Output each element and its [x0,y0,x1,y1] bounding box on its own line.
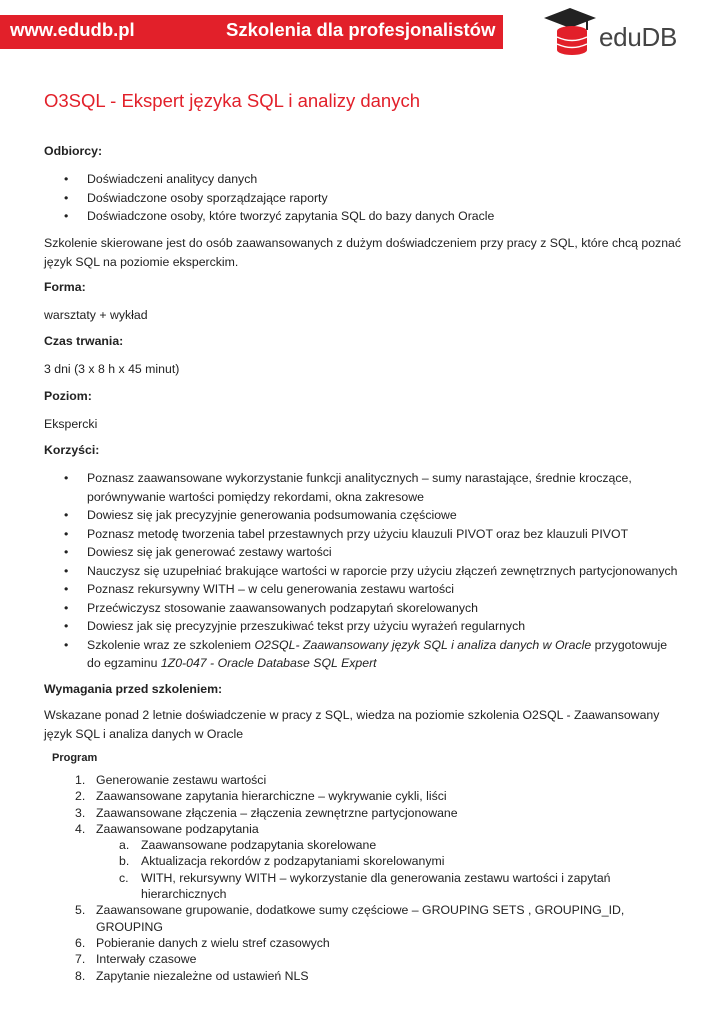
header-url: www.edudb.pl [10,19,135,40]
list-item: • Poznasz rekursywny WITH – w celu generowania zestawu wartości [64,582,454,596]
list-item: b. Aktualizacja rekordów z podzapytaniami skorelowanymi [119,854,445,869]
list-item: • Poznasz metodę tworzenia tabel przestawnych przy użyciu klauzuli PIVOT oraz bez klauzuli PIVOT [64,526,629,541]
program-list [44,772,684,984]
list-item: • Przećwiczysz stosowanie zaawansowanych podzapytań skorelowanych [64,600,478,615]
audience-list [44,170,684,226]
level-label: Poziom: [44,389,92,403]
list-item: • Doświadczone osoby sporządzające raporty [64,190,328,205]
list-item: • Dowiesz się jak precyzyjnie generowania podsumowania częściowe [64,508,457,522]
list-item: 8. Zapytanie niezależne od ustawień NLS [75,968,309,983]
header-tagline: Szkolenia dla profesjonalistów [226,19,496,40]
audience-label: Odbiorcy: [44,144,103,158]
list-item: a. Zaawansowane podzapytania skorelowane [119,838,377,853]
benefits-list [44,469,684,673]
list-item: • Doświadczeni analitycy danych [64,172,258,186]
list-item: • Szkolenie wraz ze szkoleniem O2SQL- Zaawansowany język SQL i analiza danych w Oracle przygotowuje do egzaminu 1Z0-047 - Oracle Database SQL Expert [64,637,668,670]
list-item: 5. Zaawansowane grupowanie, dodatkowe sumy częściowe – GROUPING SETS , GROUPING_ID, GROUPING [75,903,625,934]
program-label: Program [52,752,98,764]
list-item: • Poznasz zaawansowane wykorzystanie funkcji analitycznych – sumy narastające, średnie kroczące, porównywanie wartości pomiędzy rekordami, okna zakresowe [64,471,632,504]
list-item: • Dowiesz jak się precyzyjnie przeszukiwać tekst przy użyciu wyrażeń regularnych [64,619,526,633]
list-item: 7. Interwały czasowe [75,952,197,967]
database-icon [540,4,600,56]
audience-note: Szkolenie skierowane jest do osób zaawansowanych z dużym doświadczeniem przy pracy z SQL, które chcą poznać język SQL na poziomie eksperckim. [44,236,682,269]
list-item: c. WITH, rekursywny WITH – wykorzystanie dla generowania zestawu wartości i zapytań hierarchicznych [119,870,611,902]
edudb-logo [540,4,690,56]
level-value: Ekspercki [44,417,98,431]
form-label: Forma: [44,280,86,294]
logo-text: eduDB [599,22,677,52]
list-item: • Doświadczone osoby, które tworzyć zapytania SQL do bazy danych Oracle [64,209,495,223]
list-item: 2. Zaawansowane zapytania hierarchiczne – wykrywanie cykli, liści [75,789,447,804]
duration-value: 3 dni (3 x 8 h x 45 minut) [44,362,180,376]
list-item: 3. Zaawansowane złączenia – złączenia zewnętrzne partycjonowane [75,805,458,820]
requirements-label: Wymagania przed szkoleniem: [44,682,223,696]
list-item: 6. Pobieranie danych z wielu stref czasowych [75,935,330,950]
list-item: • Dowiesz się jak generować zestawy wartości [64,545,332,559]
list-item: 1. Generowanie zestawu wartości [75,773,267,787]
program-sublist [96,837,684,902]
benefits-label: Korzyści: [44,443,100,457]
form-value: warsztaty + wykład [44,308,148,322]
page-title: O3SQL - Ekspert języka SQL i analizy danych [44,90,420,111]
list-item: 4. Zaawansowane podzapytania a. Zaawansowane podzapytania skorelowane b. Aktualizacja rekordów z podzapytaniami skorelowanymi c. WITH, rekursywny WITH – wykorzystanie dla generowania zestawu wartości i zapytań hierarchicznych [44,821,684,902]
duration-label: Czas trwania: [44,334,124,348]
requirements-text: Wskazane ponad 2 letnie doświadczenie w pracy z SQL, wiedza na poziomie szkolenia O2SQL - Zaawansowany język SQL i analiza danych w Oracle [44,708,660,741]
list-item: • Nauczysz się uzupełniać brakujące wartości w raporcie przy użyciu złączeń zewnętrznych partycjonowanych [64,563,678,578]
header-bar [0,15,503,49]
